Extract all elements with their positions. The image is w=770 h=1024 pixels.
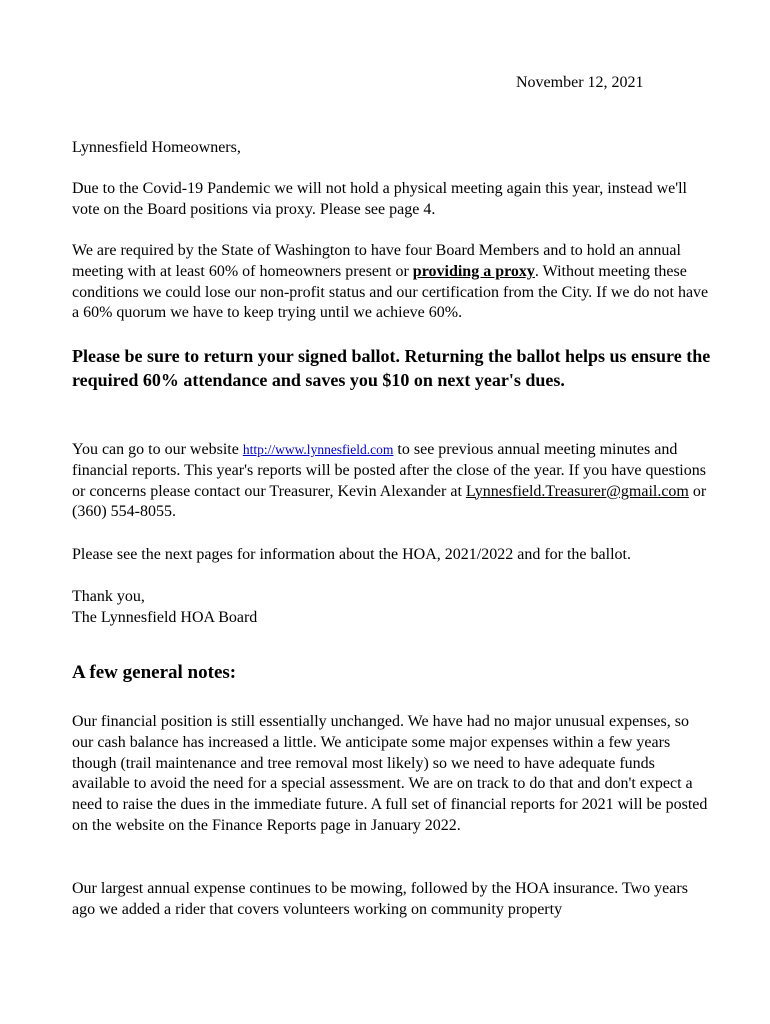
requirements-text-start: We are required by the State of Washington to have four Board Members and to hold an annual meeting with at least 60% of homeowners present or: [72, 242, 681, 280]
website-text-start: You can go to our website: [72, 441, 243, 458]
website-text-middle: to see previous annual meeting minutes and financial reports. This year's reports will be posted after the close of the year. If you have questions or concerns please contact our Treasurer, Kevin Alexander at: [72, 441, 706, 500]
website-text-end: or (360) 554-8055.: [72, 482, 707, 521]
paragraph-financial-position: Our financial position is still essentially unchanged. We have had no major unusual expenses, so our cash balance has increased a little. We anticipate some major expenses within a few years though (trail maintenance and tree removal most likely) so we need to have adequate funds available to avoid the need for a special assessment. We are on track to do that and don't expect a need to raise the dues in the immediate future. A full set of financial reports for 2021 will be posted on the website on the Finance Reports page in January 2022.: [72, 713, 708, 834]
greeting: Lynnesfield Homeowners,: [72, 139, 241, 156]
paragraph-next-pages: Please see the next pages for information about the HOA, 2021/2022 and for the ballot.: [72, 546, 631, 563]
paragraph-requirements: [72, 241, 712, 324]
website-link[interactable]: http://www.lynnesfield.com: [242, 442, 394, 457]
treasurer-email-link[interactable]: Lynnesfield.Treasurer@gmail.com: [465, 482, 689, 500]
requirements-text-end: . Without meeting these conditions we could lose our non-profit status and our certification from the City. If we do not have a 60% quorum we have to keep trying until we achieve 60%.: [72, 262, 709, 322]
paragraph-covid: Due to the Covid-19 Pandemic we will not hold a physical meeting again this year, instead we'll vote on the Board positions via proxy. Please see page 4.: [72, 180, 687, 218]
signoff-block: [72, 587, 712, 629]
signature: The Lynnesfield HOA Board: [72, 608, 258, 626]
general-notes-heading: A few general notes:: [72, 662, 237, 683]
letter-date: November 12, 2021: [516, 74, 644, 91]
signoff: Thank you,: [72, 588, 145, 605]
paragraph-expenses: Our largest annual expense continues to be mowing, followed by the HOA insurance. Two years ago we added a rider that covers volunteers working on community property: [72, 880, 688, 918]
ballot-emphasis: Please be sure to return your signed ballot. Returning the ballot helps us ensure the required 60% attendance and saves you $10 on next year's dues.: [72, 346, 711, 390]
providing-proxy-emphasis: providing a proxy: [412, 262, 535, 280]
paragraph-website: [72, 440, 712, 523]
